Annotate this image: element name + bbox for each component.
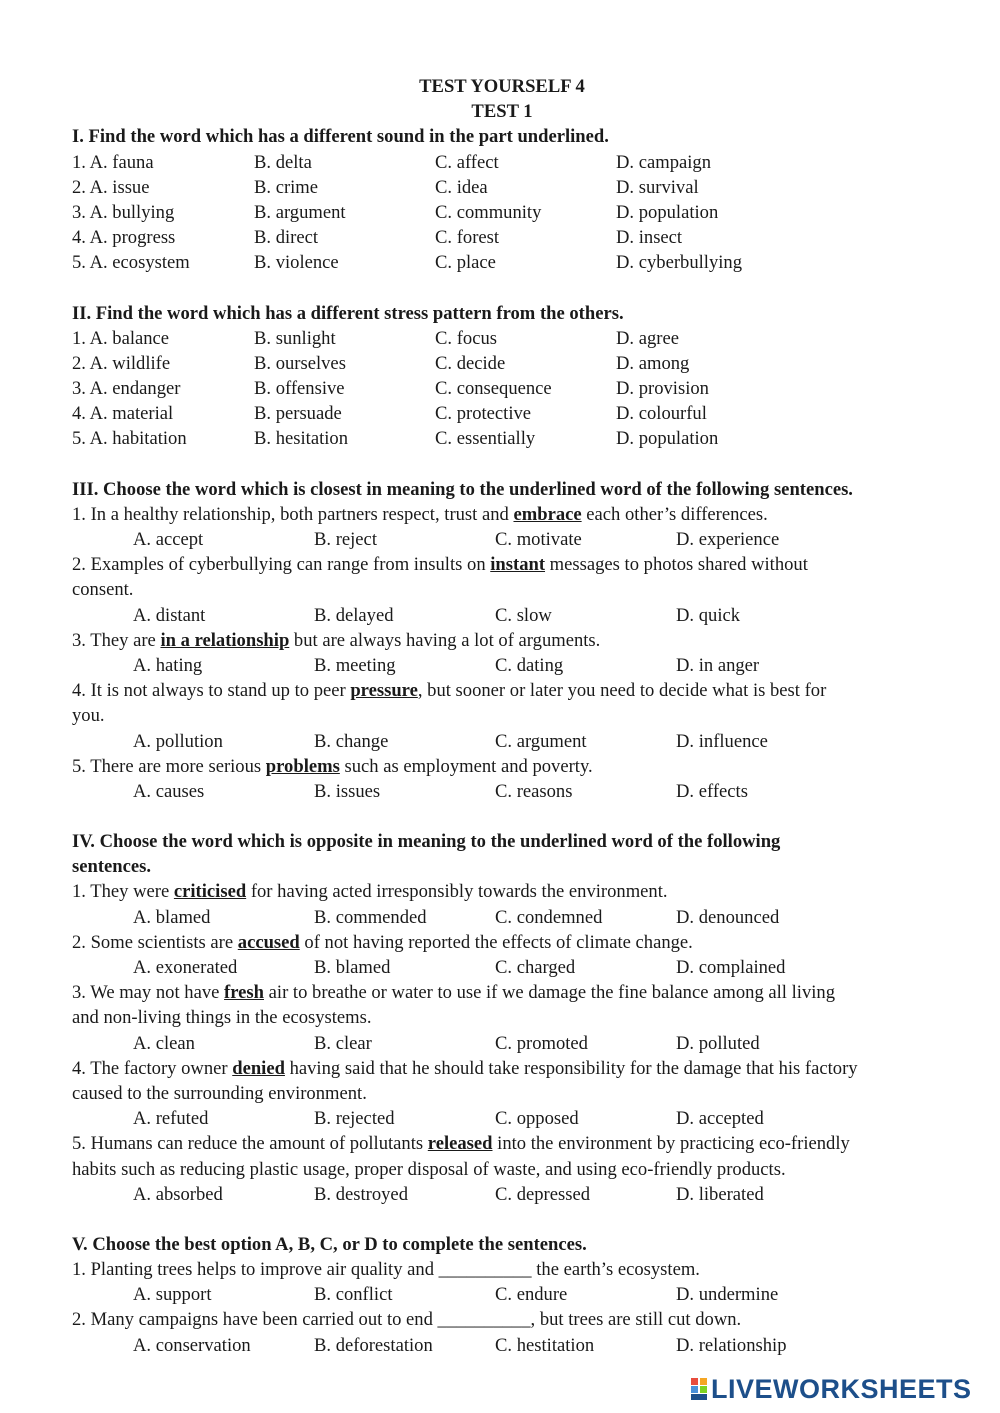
underlined-word: fresh <box>224 982 264 1004</box>
question-text-continued: you. <box>72 705 105 727</box>
question-text-start: 4. It is not always to stand up to peer <box>72 680 351 702</box>
underlined-word: problems <box>265 755 340 777</box>
answer-option: C. endure <box>495 1284 568 1306</box>
answer-option: A. clean <box>133 1032 195 1054</box>
answer-option: B. offensive <box>254 378 345 400</box>
answer-option: A. hating <box>133 654 203 676</box>
answer-option: B. hesitation <box>254 428 348 450</box>
underlined-word: denied <box>232 1057 285 1079</box>
answer-option: A. support <box>133 1284 212 1306</box>
answer-option: A. accept <box>133 529 204 550</box>
question-text <box>72 930 932 955</box>
answer-option: B. conflict <box>314 1284 393 1306</box>
question-text-continued: and non-living things in the ecosystems. <box>72 1007 372 1029</box>
section-5-heading: V. Choose the best option A, B, C, or D to complete the sentences. <box>72 1233 587 1255</box>
section-4-heading-cont: sentences. <box>72 856 152 878</box>
question-text-start: 4. The factory owner <box>72 1057 233 1079</box>
question-row <box>72 225 932 250</box>
question-text-end: such as employment and poverty. <box>339 755 593 777</box>
question-text-start: 1. They were <box>72 881 174 903</box>
answer-option: C. affect <box>435 151 499 173</box>
question-row <box>72 250 932 275</box>
answer-option: C. charged <box>495 957 576 978</box>
answer-option: D. population <box>616 201 719 223</box>
answer-option: B. violence <box>254 252 339 274</box>
answer-option: 1. A. balance <box>72 327 170 349</box>
answer-option: C. hestitation <box>495 1334 595 1356</box>
answer-option: B. persuade <box>254 403 342 425</box>
answer-option: A. causes <box>133 780 205 802</box>
question-text-end: for having acted irresponsibly towards the environment. <box>246 881 668 903</box>
answer-option: B. reject <box>314 529 377 550</box>
answer-option: D. colourful <box>616 403 707 425</box>
options-row <box>72 1031 932 1056</box>
answer-option: B. ourselves <box>254 352 346 374</box>
question-text-continued: habits such as reducing plastic usage, proper disposal of waste, and using eco-friendly products. <box>72 1158 786 1180</box>
answer-option: C. argument <box>495 730 587 752</box>
answer-option: C. decide <box>435 352 506 374</box>
options-row <box>72 1282 932 1307</box>
question-row <box>72 200 932 225</box>
underlined-word: instant <box>490 554 546 576</box>
options-row <box>72 905 932 930</box>
answer-option: D. cyberbullying <box>616 252 742 274</box>
question-text-start: 2. Some scientists are <box>72 931 238 953</box>
liveworksheets-logo-icon <box>690 1376 708 1402</box>
answer-option: D. accepted <box>676 1108 764 1130</box>
answer-option: A. absorbed <box>133 1183 223 1205</box>
answer-option: B. sunlight <box>254 327 336 349</box>
answer-option: 4. A. material <box>72 403 174 425</box>
answer-option: 3. A. bullying <box>72 201 175 223</box>
answer-option: D. survival <box>616 176 699 198</box>
question-text <box>72 879 932 904</box>
question-row <box>72 175 932 200</box>
section-2-questions <box>72 326 932 452</box>
answer-option: D. experience <box>676 529 780 550</box>
answer-option: D. campaign <box>616 151 712 173</box>
answer-option: C. reasons <box>495 780 573 802</box>
section-1-heading: I. Find the word which has a different sound in the part underlined. <box>72 126 609 148</box>
page-subtitle: TEST 1 <box>471 101 533 123</box>
options-row <box>72 779 932 804</box>
answer-option: 5. A. ecosystem <box>72 252 190 274</box>
question-text: 2. Many campaigns have been carried out to end __________, but trees are still cut down. <box>72 1309 742 1331</box>
question-text-continued: caused to the surrounding environment. <box>72 1082 367 1104</box>
answer-option: A. conservation <box>133 1334 251 1356</box>
answer-option: D. among <box>616 352 690 374</box>
answer-option: 2. A. issue <box>72 176 150 198</box>
answer-option: 3. A. endanger <box>72 378 181 400</box>
worksheet-page <box>72 74 932 1358</box>
question-text <box>72 552 932 577</box>
underlined-word: accused <box>237 931 300 953</box>
underlined-word: released <box>427 1133 493 1155</box>
section-4-questions <box>72 879 932 1206</box>
options-row <box>72 1182 932 1207</box>
question-text-start: 2. Examples of cyberbullying can range from insults on <box>72 554 491 576</box>
question-text-end: , but sooner or later you need to decide what is best for <box>417 680 827 702</box>
answer-option: B. issues <box>314 780 381 802</box>
answer-option: D. provision <box>616 378 709 400</box>
section-4-heading: IV. Choose the word which is opposite in meaning to the underlined word of the following <box>72 831 781 853</box>
answer-option: B. crime <box>254 176 319 198</box>
answer-option: B. rejected <box>314 1108 395 1130</box>
answer-option: B. commended <box>314 906 427 928</box>
question-text-continued: consent. <box>72 579 134 601</box>
underlined-word: in a relationship <box>160 629 290 651</box>
answer-option: C. consequence <box>435 378 552 400</box>
underlined-word: embrace <box>513 503 582 525</box>
answer-option: D. insect <box>616 227 683 249</box>
section-2-heading: II. Find the word which has a different stress pattern from the others. <box>72 302 624 324</box>
question-row <box>72 326 932 351</box>
question-row <box>72 150 932 175</box>
question-text-start: 5. There are more serious <box>72 755 266 777</box>
question-text-start: 5. Humans can reduce the amount of pollutants <box>72 1133 428 1155</box>
options-row <box>72 729 932 754</box>
answer-option: D. denounced <box>676 906 780 928</box>
answer-option: D. quick <box>676 604 741 626</box>
answer-option: C. forest <box>435 227 500 249</box>
options-row <box>72 955 932 980</box>
question-text-end: into the environment by practicing eco-friendly <box>492 1133 850 1155</box>
answer-option: A. blamed <box>133 906 211 928</box>
answer-option: B. destroyed <box>314 1183 408 1205</box>
answer-option: C. slow <box>495 604 552 626</box>
answer-option: A. pollution <box>133 730 223 752</box>
answer-option: 4. A. progress <box>72 227 176 249</box>
options-row <box>72 603 932 628</box>
question-text <box>72 628 932 653</box>
answer-option: D. influence <box>676 730 768 752</box>
question-text-start: 3. We may not have <box>72 982 225 1004</box>
answer-option: C. condemned <box>495 906 603 928</box>
question-text-end: of not having reported the effects of climate change. <box>299 931 693 953</box>
answer-option: B. blamed <box>314 957 391 978</box>
question-text <box>72 502 932 527</box>
answer-option: 2. A. wildlife <box>72 352 171 374</box>
question-row <box>72 401 932 426</box>
answer-option: C. protective <box>435 403 532 425</box>
options-row <box>72 1106 932 1131</box>
question-row <box>72 426 932 451</box>
answer-option: D. agree <box>616 327 679 349</box>
answer-option: B. meeting <box>314 654 396 676</box>
answer-option: D. effects <box>676 780 748 802</box>
options-row <box>72 527 932 552</box>
question-text-end: having said that he should take responsibility for the damage that his factory <box>284 1057 858 1079</box>
answer-option: C. dating <box>495 654 564 676</box>
answer-option: A. exonerated <box>133 957 238 978</box>
answer-option: D. in anger <box>676 654 760 676</box>
answer-option: C. opposed <box>495 1108 579 1130</box>
answer-option: D. undermine <box>676 1284 779 1306</box>
question-text-start: 1. In a healthy relationship, both partners respect, trust and <box>72 503 514 525</box>
question-row <box>72 351 932 376</box>
question-text <box>72 754 932 779</box>
answer-option: B. argument <box>254 201 346 223</box>
answer-option: C. community <box>435 201 542 223</box>
answer-option: A. refuted <box>133 1108 209 1130</box>
answer-option: D. relationship <box>676 1334 787 1356</box>
answer-option: B. change <box>314 730 389 752</box>
section-3-questions <box>72 502 932 804</box>
liveworksheets-brand-text: LIVEWORKSHEETS <box>711 1373 972 1404</box>
answer-option: C. depressed <box>495 1183 591 1205</box>
answer-option: C. promoted <box>495 1032 588 1054</box>
answer-option: D. liberated <box>676 1183 764 1205</box>
question-text <box>72 1131 932 1156</box>
answer-option: C. motivate <box>495 529 582 550</box>
question-text-end: but are always having a lot of arguments. <box>289 629 601 651</box>
answer-option: 1. A. fauna <box>72 151 154 173</box>
answer-option: B. delayed <box>314 604 394 626</box>
section-3-heading: III. Choose the word which is closest in meaning to the underlined word of the following sentences. <box>72 478 853 500</box>
question-text-end: air to breathe or water to use if we damage the fine balance among all living <box>264 982 836 1004</box>
answer-option: D. population <box>616 428 719 450</box>
answer-option: 5. A. habitation <box>72 428 187 450</box>
options-row <box>72 1333 932 1358</box>
answer-option: C. essentially <box>435 428 536 450</box>
liveworksheets-footer[interactable] <box>690 1374 972 1404</box>
question-text <box>72 678 932 703</box>
options-row <box>72 653 932 678</box>
page-title: TEST YOURSELF 4 <box>419 76 585 97</box>
answer-option: B. clear <box>314 1032 372 1054</box>
answer-option: C. place <box>435 252 496 274</box>
answer-option: D. complained <box>676 957 786 978</box>
question-text-start: 3. They are <box>72 629 161 651</box>
underlined-word: pressure <box>350 680 418 702</box>
question-text <box>72 980 932 1005</box>
underlined-word: criticised <box>173 881 247 903</box>
question-text-end: messages to photos shared without <box>545 554 808 576</box>
answer-option: D. polluted <box>676 1032 760 1054</box>
question-text: 1. Planting trees helps to improve air quality and __________ the earth’s ecosystem. <box>72 1259 700 1281</box>
answer-option: C. focus <box>435 327 497 349</box>
question-text <box>72 1056 932 1081</box>
answer-option: B. delta <box>254 151 312 173</box>
answer-option: B. direct <box>254 227 319 249</box>
answer-option: B. deforestation <box>314 1334 433 1356</box>
question-text-end: each other’s differences. <box>581 503 768 525</box>
section-1-questions <box>72 150 932 276</box>
answer-option: A. distant <box>133 604 206 626</box>
question-row <box>72 376 932 401</box>
section-5-questions <box>72 1257 932 1358</box>
answer-option: C. idea <box>435 176 488 198</box>
